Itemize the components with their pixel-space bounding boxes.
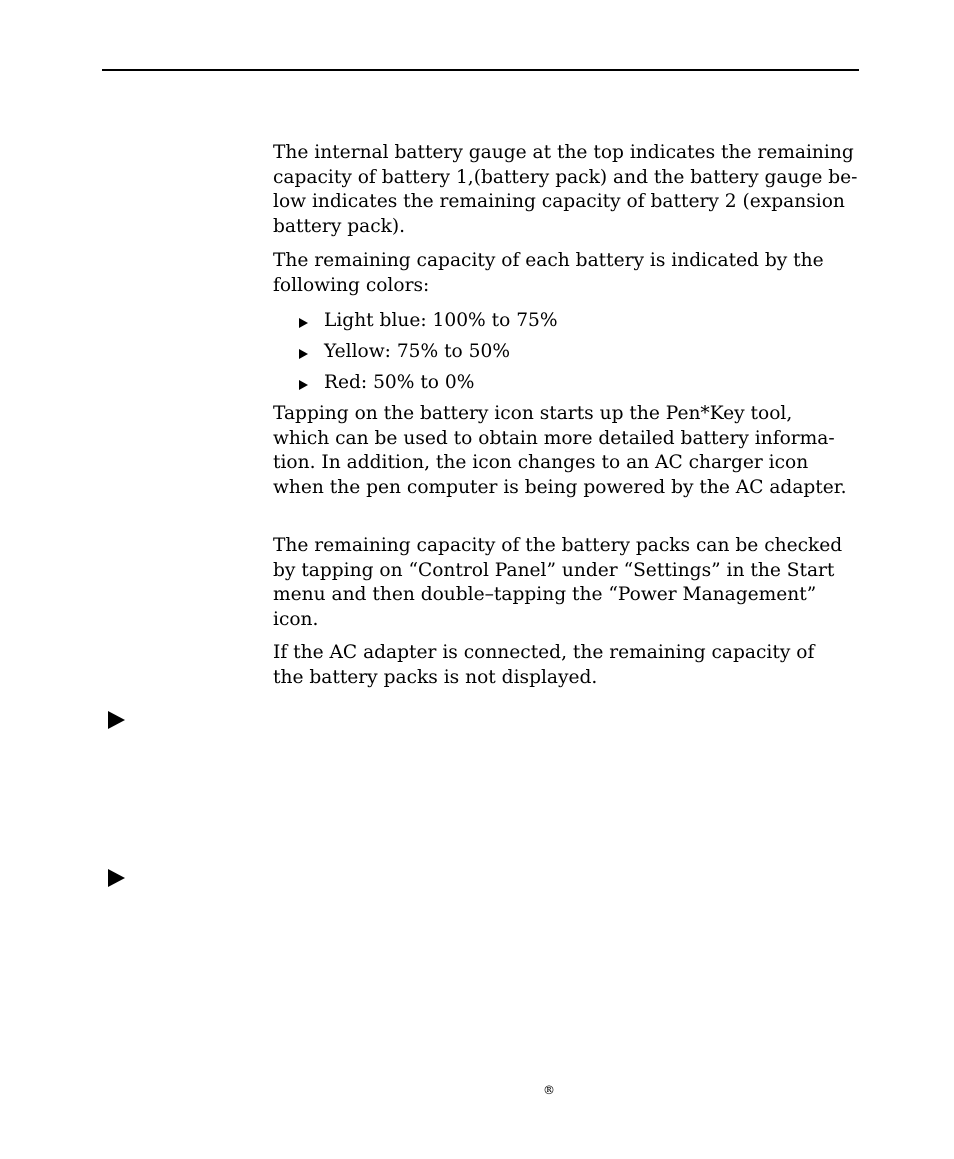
paragraph-ac-adapter: If the AC adapter is connected, the remaining capacity of the battery packs is not displayed. — [273, 642, 815, 688]
bullet-arrow-icon — [299, 349, 308, 359]
list-item — [299, 339, 510, 363]
bullet-arrow-icon — [299, 380, 308, 390]
paragraph-color-intro: The remaining capacity of each battery is indicated by the following colors: — [273, 250, 824, 296]
registered-mark: ® — [543, 1083, 555, 1097]
paragraph-control-panel: The remaining capacity of the battery packs can be checked by tapping on “Control Panel” under “Settings” in the Start menu and then double–tapping the “Power Management” icon. — [273, 535, 843, 630]
paragraph-battery-gauge: The internal battery gauge at the top indicates the remaining capacity of battery 1,(battery pack) and the battery gauge be- low indicates the remaining capacity of battery 2 (expansion battery pack). — [273, 142, 858, 237]
paragraph-pen-key: Tapping on the battery icon starts up the Pen*Key tool, which can be used to obtain more detailed battery informa- tion. In addition, the icon changes to an AC charger icon when the pen computer is being powered by the AC adapter. — [273, 403, 847, 498]
list-item — [299, 370, 474, 394]
list-item-label: Light blue: 100% to 75% — [324, 309, 558, 331]
list-item-label: Red: 50% to 0% — [324, 371, 475, 393]
margin-arrow-icon — [108, 711, 125, 729]
list-item — [299, 308, 558, 332]
header-rule — [102, 69, 859, 71]
list-item-label: Yellow: 75% to 50% — [324, 340, 510, 362]
margin-arrow-icon — [108, 869, 125, 887]
bullet-arrow-icon — [299, 318, 308, 328]
